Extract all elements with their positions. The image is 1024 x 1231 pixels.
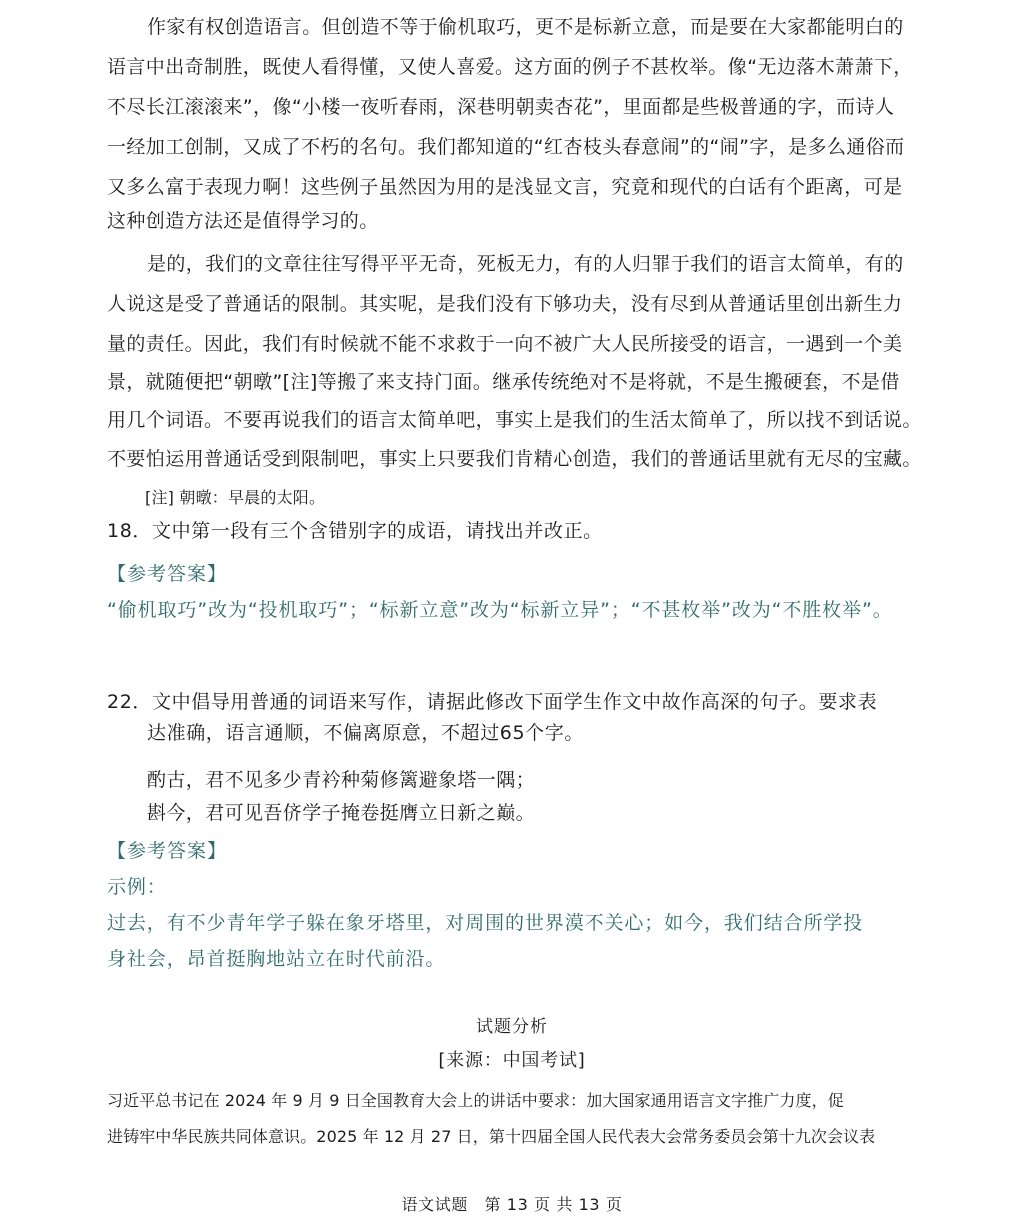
question-22: 22．文中倡导用普通的词语来写作，请据此修改下面学生作文中故作高深的句子。要求表 <box>107 691 878 713</box>
passage-line: 人说这是受了普通话的限制。其实呢，是我们没有下够功夫，没有尽到从普通话里创出新生力 <box>107 293 903 315</box>
analysis-title: 试题分析 <box>476 1017 548 1037</box>
passage-line: 又多么富于表现力啊！这些例子虽然因为用的是浅显文言，究竟和现代的白话有个距离，可是 <box>107 176 903 198</box>
passage-line: 景，就随便把“朝暾”[注]等搬了来支持门面。继承传统绝对不是将就，不是生搬硬套，不是借 <box>107 371 900 393</box>
annotation-note: [注] 朝暾：早晨的太阳。 <box>145 488 326 507</box>
question-22-continued: 达准确，语言通顺，不偏离原意，不超过65个字。 <box>147 722 584 744</box>
q18-answer-label: 【参考答案】 <box>107 563 228 585</box>
q22-example-label: 示例： <box>107 876 167 898</box>
question-18: 18．文中第一段有三个含错别字的成语，请找出并改正。 <box>107 520 603 542</box>
analysis-text-line: 习近平总书记在 2024 年 9 月 9 日全国教育大会上的讲话中要求：加大国家通用语言文字推广力度，促 <box>107 1091 844 1110</box>
q22-answer-line: 过去，有不少青年学子躲在象牙塔里，对周围的世界漠不关心；如今，我们结合所学投 <box>107 912 864 934</box>
q22-answer-label: 【参考答案】 <box>107 840 228 862</box>
student-sentence-1: 酌古，君不见多少青衿种菊修篱避象塔一隅； <box>147 769 536 791</box>
passage-line: 一经加工创制，又成了不朽的名句。我们都知道的“红杏枝头春意闹”的“闹”字，是多么通俗而 <box>107 136 905 158</box>
analysis-source: [来源：中国考试] <box>438 1050 586 1071</box>
analysis-text-line: 进铸牢中华民族共同体意识。2025 年 12 月 27 日，第十四届全国人民代表大会常务委员会第十九次会议表 <box>107 1127 876 1146</box>
passage-line: 这种创造方法还是值得学习的。 <box>107 210 379 232</box>
passage-line: 不要怕运用普通话受到限制吧，事实上只要我们肯精心创造，我们的普通话里就有无尽的宝藏。 <box>107 448 922 470</box>
passage-line: 不尽长江滚滚来”，像“小楼一夜听春雨，深巷明朝卖杏花”，里面都是些极普通的字，而诗人 <box>107 96 895 118</box>
page-footer: 语文试题 第 13 页 共 13 页 <box>401 1195 623 1214</box>
q18-answer: “偷机取巧”改为“投机取巧”；“标新立意”改为“标新立异”；“不甚枚举”改为“不胜枚举”。 <box>107 599 893 621</box>
student-sentence-2: 斟今，君可见吾侪学子掩卷挺膺立日新之巅。 <box>147 802 536 824</box>
q22-answer-line: 身社会，昂首挺胸地站立在时代前沿。 <box>107 948 446 970</box>
passage-line: 是的，我们的文章往往写得平平无奇，死板无力，有的人归罪于我们的语言太简单，有的 <box>147 253 904 275</box>
passage-line: 量的责任。因此，我们有时候就不能不求救于一向不被广大人民所接受的语言，一遇到一个美 <box>107 333 903 355</box>
passage-line: 语言中出奇制胜，既使人看得懂，又使人喜爱。这方面的例子不甚枚举。像“无边落木萧萧下， <box>107 56 913 78</box>
passage-line: 用几个词语。不要再说我们的语言太简单吧，事实上是我们的生活太简单了，所以找不到话说。 <box>107 409 922 431</box>
passage-line: 作家有权创造语言。但创造不等于偷机取巧，更不是标新立意，而是要在大家都能明白的 <box>147 16 904 38</box>
